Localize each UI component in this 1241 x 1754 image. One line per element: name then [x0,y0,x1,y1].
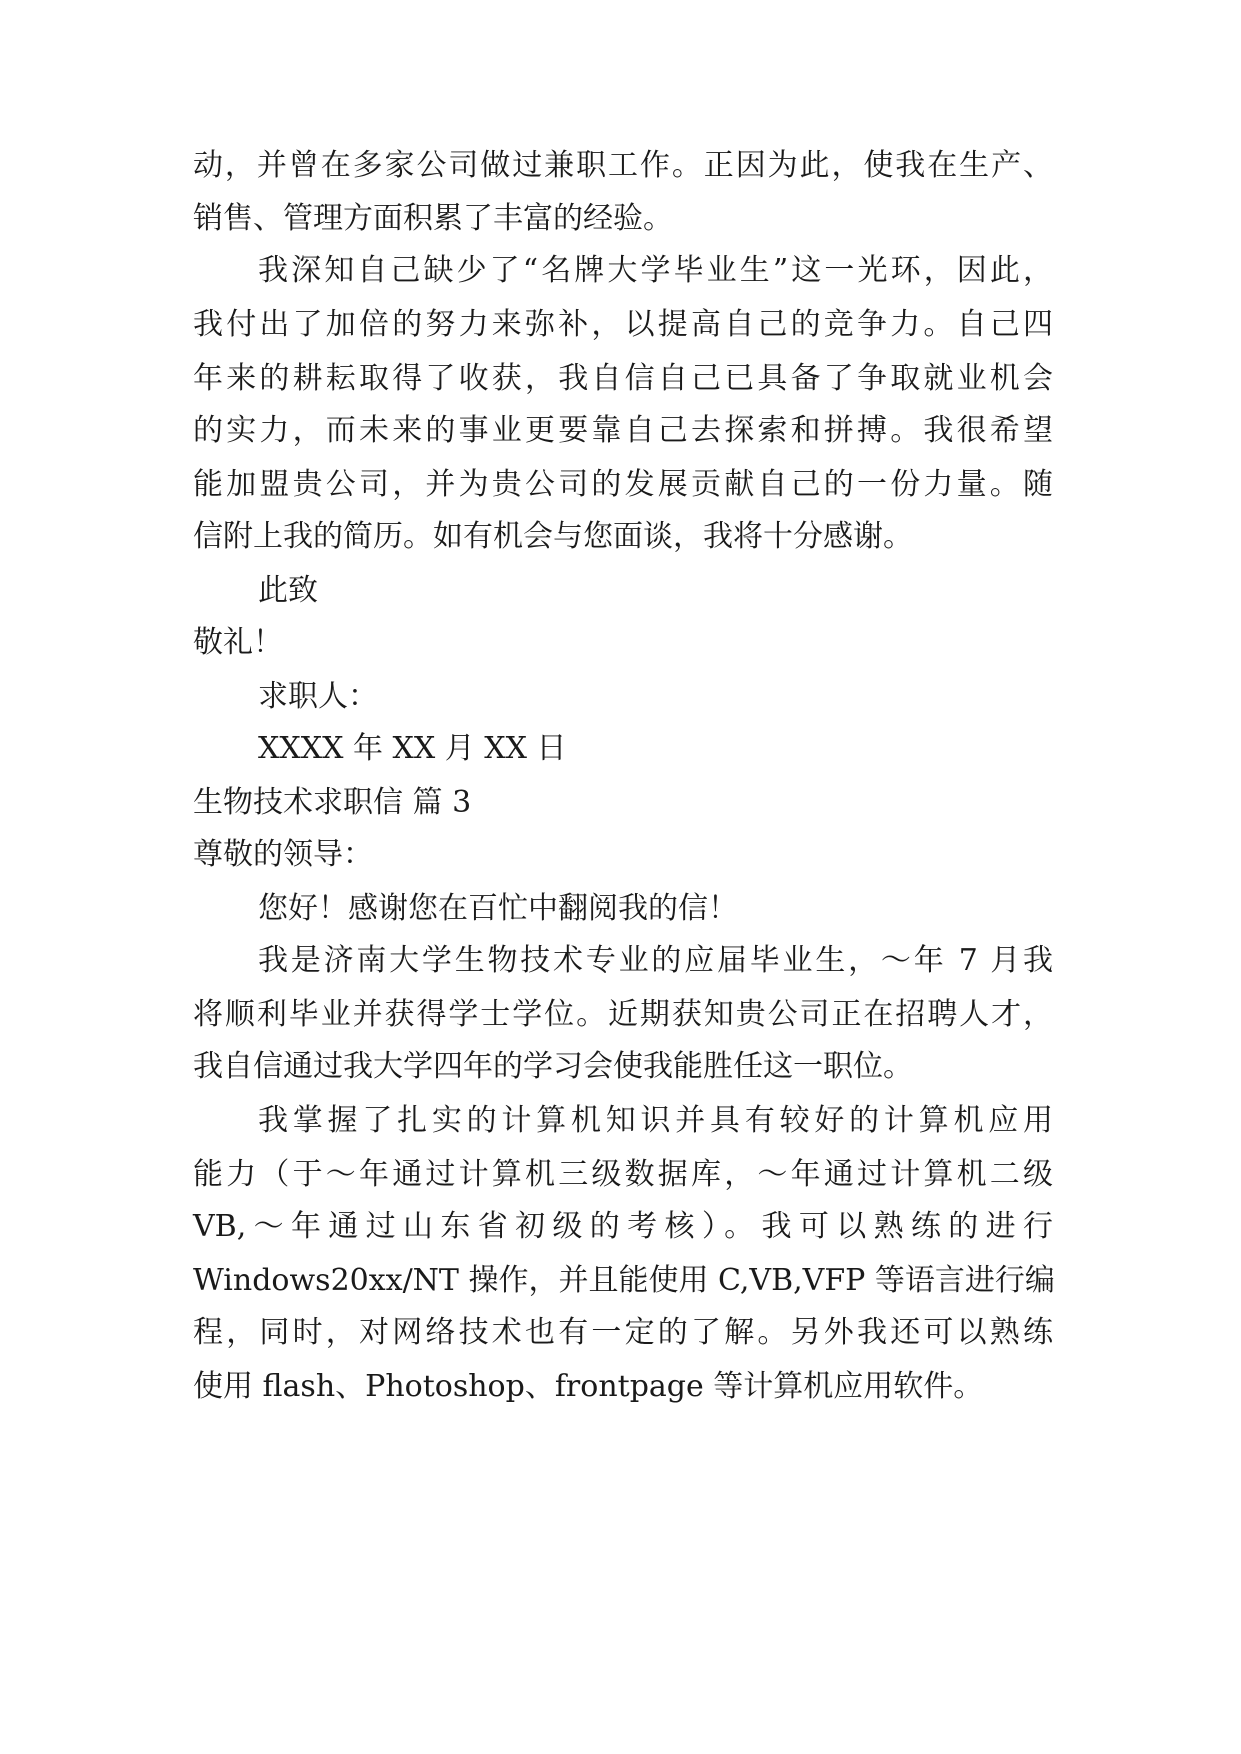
opening-line [0,880,1241,938]
text-line-content: 将顺利毕业并获得学士学位。近期获知贵公司正在招聘人才， [193,997,1053,1032]
text-line-content: 的实力，而未来的事业更要靠自己去探索和拼搏。我很希望 [193,413,1053,448]
text-line-content: 年来的耕耘取得了收获，我自信自己已具备了争取就业机会 [193,361,1053,396]
text-line-content: 敬礼！ [193,625,283,660]
text-line [0,1358,1241,1416]
applicant-signature [0,668,1241,726]
text-line-content: 我深知自己缺少了“名牌大学毕业生”这一光环，因此， [258,253,1053,288]
paragraph-first-line [0,932,1241,990]
text-line-content: 使用 flash、Photoshop、frontpage 等计算机应用软件。 [193,1369,984,1404]
text-line-content: Windows20xx/NT 操作，并且能使用 C,VB,VFP 等语言进行编 [193,1263,1055,1298]
text-line [0,1304,1241,1362]
text-line [0,296,1241,354]
text-line [0,1038,1241,1096]
text-line [0,350,1241,408]
text-line [0,1198,1241,1256]
text-line [0,1252,1241,1310]
text-line [0,190,1241,248]
text-line-content: 我掌握了扎实的计算机知识并具有较好的计算机应用 [258,1103,1053,1138]
text-line [0,137,1241,195]
section-title [0,774,1241,832]
text-line [0,508,1241,566]
text-line [0,402,1241,460]
text-line-content: 我付出了加倍的努力来弥补，以提高自己的竞争力。自己四 [193,307,1053,342]
greeting [0,826,1241,884]
text-line-content: 程，同时，对网络技术也有一定的了解。另外我还可以熟练 [193,1315,1053,1350]
closing-salutation [0,562,1241,620]
text-line-content: 生物技术求职信 篇 3 [193,785,472,820]
text-line-content: 销售、管理方面积累了丰富的经验。 [193,201,673,236]
text-line-content: 此致 [258,573,318,608]
text-line-content: 求职人： [258,679,378,714]
text-line-content: 我是济南大学生物技术专业的应届毕业生，～年 7 月我 [258,943,1053,978]
closing-regards [0,614,1241,672]
text-line-content: 尊敬的领导： [193,837,373,872]
text-line [0,986,1241,1044]
text-line-content: 能加盟贵公司，并为贵公司的发展贡献自己的一份力量。随 [193,467,1053,502]
paragraph-first-line [0,1092,1241,1150]
paragraph-first-line [0,242,1241,300]
text-line-content: VB,～年通过山东省初级的考核）。我可以熟练的进行 [193,1209,1053,1244]
text-line-content: 信附上我的简历。如有机会与您面谈，我将十分感谢。 [193,519,913,554]
text-line-content: 能力（于～年通过计算机三级数据库，～年通过计算机二级 [193,1157,1053,1192]
date-line [0,720,1241,778]
text-line [0,1146,1241,1204]
text-line-content: 我自信通过我大学四年的学习会使我能胜任这一职位。 [193,1049,913,1084]
text-line-content: 您好！感谢您在百忙中翻阅我的信！ [258,891,738,926]
text-line-content: XXXX 年 XX 月 XX 日 [258,731,567,766]
text-line [0,456,1241,514]
text-line-content: 动，并曾在多家公司做过兼职工作。正因为此，使我在生产、 [193,148,1053,183]
